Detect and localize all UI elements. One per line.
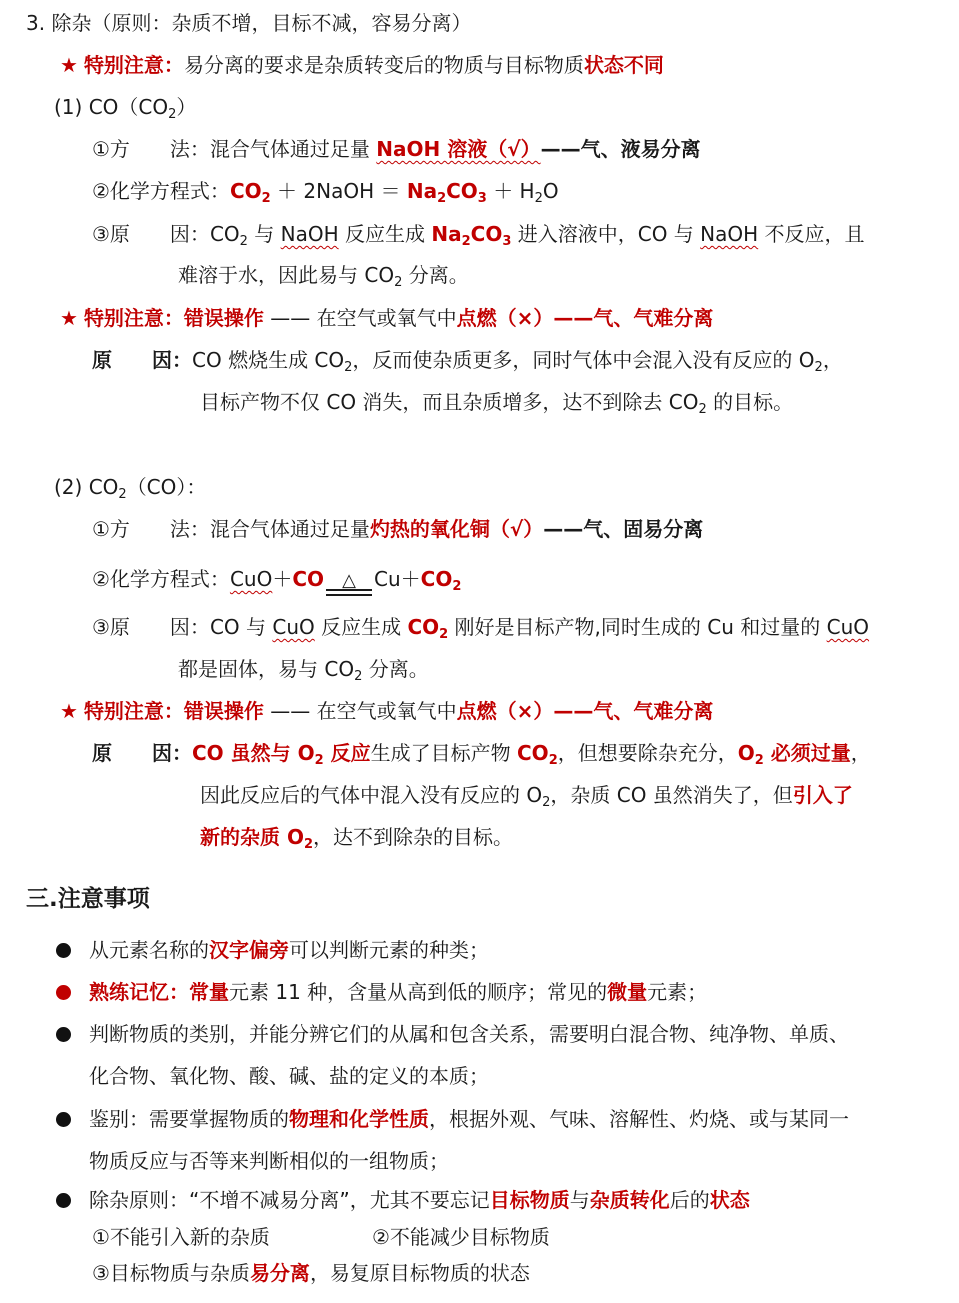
delta-icon: △ [342, 570, 356, 591]
part1-cause-cont: 目标产物不仅 CO 消失，而且杂质增多，达不到除去 $CO_2$ 的目标。 [200, 390, 794, 417]
list-item: 熟练记忆：常量元素 11 种，含量从高到低的顺序；常见的微量元素； [56, 979, 707, 1005]
bullet-icon [56, 1193, 71, 1208]
bullet-icon [56, 943, 71, 958]
section-title: 3. 除杂（原则：杂质不增，目标不减，容易分离） [26, 11, 472, 35]
sub-item: ②不能减少目标物质 [372, 1225, 550, 1249]
part1-cause: 原 因：CO 燃烧生成 $CO_2$，反而使杂质更多，同时气体中会混入没有反应的 $O_2$， [92, 348, 843, 375]
part1-reason-cont: 难溶于水，因此易与 $CO_2$ 分离。 [178, 263, 469, 290]
star-icon: ★ [60, 699, 78, 723]
heating-condition-arrow [326, 570, 372, 596]
list-item: 除杂原则：“不增不减易分离”，尤其不要忘记目标物质与杂质转化后的状态 [56, 1187, 750, 1213]
part2-cause-cont2: 新的杂质 $O_2$，达不到除杂的目标。 [200, 825, 514, 852]
part1-warning: ★ 特别注意：错误操作 —— 在空气或氧气中点燃（×）——气、气难分离 [60, 306, 714, 330]
part2-cause: 原 因：CO 虽然与 $O_2$ 反应生成了目标产物 $CO_2$，但想要除杂充分，$O_2$ 必须过量， [92, 741, 871, 768]
note-emphasis: 状态不同 [583, 53, 664, 77]
list-item: 鉴别：需要掌握物质的物理和化学性质，根据外观、气味、溶解性、灼烧、或与某同一 [56, 1106, 849, 1132]
sub-item: ①不能引入新的杂质 [92, 1225, 270, 1249]
list-item-cont: 物质反应与否等来判断相似的一组物质； [89, 1149, 449, 1173]
part1-equation: ②化学方程式：$CO_2$ ＋ 2NaOH ＝ $Na_2CO_3 + H_2O$ [92, 179, 559, 206]
part1-reason: ③原 因：$CO_2$ 与 NaOH 反应生成 $Na_2CO_3$ 进入溶液中，CO 与 NaOH 不反应，且 [92, 222, 865, 249]
part2-title: (2) $CO_2(CO)$： [54, 475, 207, 502]
note-line [60, 52, 664, 78]
sub-item: ③目标物质与杂质易分离，易复原目标物质的状态 [92, 1261, 530, 1285]
notes-heading: 三.注意事项 [26, 886, 150, 912]
star-icon: ★ [60, 53, 78, 77]
part2-equation: ②化学方程式：CuO＋CO △ $Cu+CO_2$ [92, 567, 462, 594]
list-item: 判断物质的类别，并能分辨它们的从属和包含关系，需要明白混合物、纯净物、单质、 [56, 1021, 849, 1047]
part1-method: ①方 法：混合气体通过足量 NaOH 溶液（√）——气、液易分离 [92, 137, 701, 161]
part2-cause-cont: 因此反应后的气体中混入没有反应的 $O_2$，杂质 CO 虽然消失了，但引入了 [200, 783, 853, 810]
star-icon: ★ [60, 306, 78, 330]
part1-title: (1) $CO(CO_2)$ [54, 95, 197, 122]
list-item: 从元素名称的汉字偏旁可以判断元素的种类； [56, 937, 489, 963]
list-item-cont: 化合物、氧化物、酸、碱、盐的定义的本质； [89, 1064, 489, 1088]
bullet-icon [56, 1112, 71, 1127]
part2-reason: ③原 因：CO 与 CuO 反应生成 $CO_2$ 刚好是目标产物,同时生成的 Cu 和过量的 CuO [92, 615, 870, 642]
part2-method: ①方 法：混合气体通过足量灼热的氧化铜（√）——气、固易分离 [92, 517, 704, 541]
part2-warning: ★ 特别注意：错误操作 —— 在空气或氧气中点燃（×）——气、气难分离 [60, 699, 714, 723]
bullet-icon [56, 985, 71, 1000]
note-label: 特别注意： [83, 53, 184, 77]
part2-reason-cont: 都是固体，易与 $CO_2$ 分离。 [178, 657, 429, 684]
note-text: 易分离的要求是杂质转变后的物质与目标物质 [183, 53, 584, 77]
bullet-icon [56, 1027, 71, 1042]
